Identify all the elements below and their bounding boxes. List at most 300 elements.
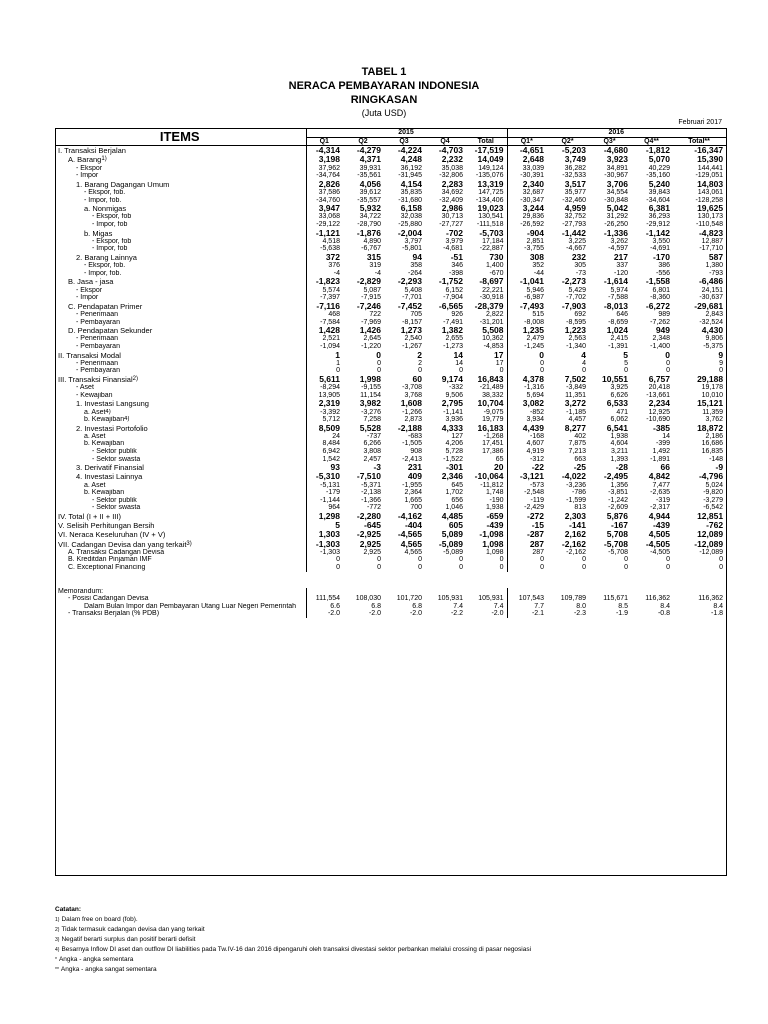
value-cell: -1,599 [566, 496, 587, 504]
value-cell: -772 [366, 504, 381, 512]
row-label [55, 335, 306, 343]
value-cell: 10,362 [466, 335, 507, 343]
value-cell: 29,188 [697, 374, 724, 384]
value-cell: 19,023 [466, 204, 507, 213]
value-cell: 1,024 [606, 326, 629, 336]
table-row [55, 155, 726, 164]
value-cell: 18,872 [697, 423, 724, 433]
value-cell: 2,925 [359, 539, 381, 549]
footnotes [55, 905, 531, 975]
value-cell: -8,360 [650, 294, 671, 302]
value-cell: 2,303 [564, 512, 587, 522]
value-cell: 0 [719, 367, 724, 375]
row-label [55, 180, 306, 189]
table-row [55, 294, 726, 302]
col-header: Q4 [425, 137, 466, 146]
row-label-text: VI. Neraca Keseluruhan (IV + V) [58, 530, 166, 540]
value-cell: 4 [581, 350, 587, 360]
value-cell: -7,246 [356, 301, 381, 311]
value-cell: -2,829 [356, 277, 381, 287]
value-cell: 107,543 [518, 595, 545, 603]
value-cell: -2,609 [608, 504, 629, 512]
value-cell: 4,154 [400, 179, 422, 189]
value-cell: 33,039 [522, 164, 545, 172]
row-label-text: - Ekspor, fob. [84, 188, 126, 196]
value-cell: 20,418 [648, 384, 671, 392]
value-cell: 287 [532, 548, 545, 556]
value-cell: -10,064 [466, 472, 507, 481]
value-cell: -4,680 [603, 145, 629, 156]
footnote-marker: 3) [55, 937, 60, 943]
value-cell: 14 [662, 432, 671, 440]
value-cell: 0 [719, 564, 724, 572]
value-cell: 305 [574, 262, 587, 270]
value-cell [547, 588, 589, 596]
table-row [55, 572, 726, 580]
value-cell: -7,493 [519, 301, 545, 311]
table-row [55, 580, 726, 588]
value-cell: 3,808 [363, 448, 381, 456]
row-label [55, 384, 306, 392]
row-label [55, 277, 306, 286]
value-cell: 4,056 [359, 179, 381, 189]
value-cell: 0 [540, 367, 545, 375]
value-cell: 14 [453, 350, 463, 360]
value-cell: 8.4 [660, 602, 671, 610]
value-cell: -4 [333, 269, 340, 277]
value-cell: -4,224 [397, 145, 422, 156]
value-cell: -1,094 [320, 342, 340, 350]
value-cell: -2.0 [409, 610, 422, 618]
row-label [55, 343, 306, 351]
row-label [55, 540, 306, 549]
value-cell: -12,089 [694, 539, 724, 549]
footnote-marker: 1) [55, 917, 60, 923]
row-label [55, 610, 306, 618]
value-cell: -4,505 [650, 548, 671, 556]
value-cell: -30,848 [604, 196, 629, 204]
value-cell: 115,671 [603, 595, 629, 603]
value-cell: 1,702 [445, 489, 463, 497]
value-cell: -2.2 [450, 610, 463, 618]
value-cell: -1,955 [402, 481, 422, 489]
value-cell: -4,681 [443, 245, 463, 253]
spacer-cell [55, 572, 726, 580]
value-cell: 17,386 [466, 448, 507, 456]
table-row [55, 497, 726, 505]
table-row [55, 504, 726, 512]
value-cell: 1,665 [404, 496, 422, 504]
row-label-text: - Kewajiban [76, 391, 113, 399]
value-cell: -683 [407, 432, 422, 440]
value-cell: -8,013 [603, 301, 629, 311]
value-cell: -4,823 [698, 228, 724, 238]
value-cell: 34,554 [606, 188, 629, 196]
value-cell: -1,340 [566, 342, 587, 350]
value-cell: -4,279 [356, 145, 381, 156]
value-cell: 37,586 [318, 188, 340, 196]
row-label [55, 155, 306, 164]
table-row [55, 221, 726, 229]
value-cell: 3,934 [526, 416, 545, 424]
table-row [55, 463, 726, 472]
value-cell: 9 [719, 359, 724, 367]
value-cell: 36,192 [400, 164, 422, 172]
row-label-text: Memorandum: [58, 587, 104, 595]
value-cell: 4,206 [445, 440, 463, 448]
value-cell: -556 [656, 269, 671, 277]
value-cell: 2,457 [363, 455, 381, 463]
value-cell: -5,310 [315, 472, 340, 482]
value-cell: 1,098 [466, 549, 507, 557]
value-cell: 94 [412, 252, 422, 262]
value-cell: 29,836 [522, 213, 545, 221]
value-cell: -3,121 [519, 472, 545, 482]
row-label-text: - Impor, fob. [84, 196, 122, 204]
row-label-text: - Posisi Cadangan Devisa [68, 595, 149, 603]
value-cell: -2,004 [397, 228, 422, 238]
value-cell: -3,392 [320, 408, 340, 416]
value-cell: 4,430 [701, 326, 724, 336]
value-cell: -29,912 [646, 220, 671, 228]
footnote-marker: 4) [124, 416, 130, 423]
value-cell: 3,768 [404, 391, 422, 399]
row-label-text: - Impor, fob [92, 245, 128, 253]
footnote-marker: 2) [132, 375, 138, 382]
value-cell: -6,542 [703, 504, 724, 512]
value-cell: -7,903 [561, 301, 587, 311]
value-cell: 13,905 [318, 391, 340, 399]
value-cell [673, 588, 726, 596]
value-cell: 7.4 [466, 603, 507, 611]
table-row [55, 448, 726, 456]
value-cell: 2,655 [445, 335, 463, 343]
row-label [55, 556, 306, 564]
value-cell: -34,764 [316, 172, 340, 180]
value-cell: -135,076 [466, 172, 507, 180]
value-cell: 1,938 [466, 504, 507, 512]
value-cell: 2,479 [526, 335, 545, 343]
value-cell: -26,250 [604, 220, 629, 228]
table-row [55, 189, 726, 197]
row-label-text: b. Kewajiban [84, 416, 125, 424]
value-cell: 0 [624, 556, 629, 564]
value-cell: 108,030 [355, 595, 381, 603]
value-cell: 34,692 [441, 188, 463, 196]
value-cell: -4,314 [315, 145, 340, 156]
value-cell: 1,428 [318, 326, 340, 336]
value-cell: -7,510 [356, 472, 381, 482]
value-cell: -190 [466, 497, 507, 505]
value-cell: -1,041 [519, 277, 545, 287]
row-label [55, 172, 306, 180]
row-label [55, 416, 306, 424]
value-cell: -21,489 [466, 384, 507, 392]
value-cell: -7,397 [320, 294, 340, 302]
value-cell: 730 [466, 253, 507, 262]
value-cell: -32,524 [699, 318, 724, 326]
value-cell: -1,400 [650, 342, 671, 350]
value-cell: 5,574 [322, 286, 340, 294]
value-cell: -1,245 [524, 342, 545, 350]
table-row [55, 335, 726, 343]
value-cell: -6,565 [438, 301, 463, 311]
value-cell: -852 [530, 408, 545, 416]
value-cell: -1,144 [320, 496, 340, 504]
value-cell: -786 [572, 489, 587, 497]
value-cell: 0 [336, 564, 340, 572]
value-cell: 8,277 [564, 423, 587, 433]
footnote-text: Besarnya Inflow DI aset dan outflow DI liabilities pada Tw.IV-16 dan 2016 dipengaruhi oleh transaksi divestasi sektor perbankan melalui crossing di pasar negosiasi [61, 946, 532, 953]
table-row [55, 595, 726, 603]
value-cell: -1,391 [608, 342, 629, 350]
value-cell [631, 588, 673, 596]
row-label-text: III. Transaksi Finansial [58, 374, 133, 384]
value-cell: 111,554 [315, 595, 340, 603]
value-cell: 22,221 [466, 287, 507, 295]
value-cell: 8,509 [318, 423, 340, 433]
table-row [55, 556, 726, 564]
value-cell: -2,162 [566, 548, 587, 556]
value-cell: -659 [466, 512, 507, 521]
row-label-text: - Penerimaan [76, 359, 119, 367]
value-cell: -7,969 [361, 318, 381, 326]
table-row [55, 245, 726, 253]
value-cell: -32,409 [439, 196, 463, 204]
value-cell: 0 [666, 367, 671, 375]
spacer-cell [55, 580, 726, 588]
value-cell: -28,790 [357, 220, 381, 228]
value-cell: -7,588 [608, 294, 629, 302]
row-label-text: - Ekspor, fob. [84, 262, 126, 270]
table-row [55, 311, 726, 319]
value-cell: 2 [417, 350, 422, 360]
value-cell: -2,280 [356, 512, 381, 522]
value-cell: 16,686 [701, 440, 724, 448]
row-label-text: - Ekspor, fob [92, 237, 132, 245]
table-row [55, 416, 726, 424]
value-cell: -7,452 [397, 301, 422, 311]
table-row [55, 512, 726, 521]
col-header: Q4** [631, 137, 673, 146]
value-cell: -4,162 [397, 512, 422, 522]
value-cell: 0 [539, 350, 545, 360]
value-cell: -22 [531, 463, 545, 473]
table-row [55, 489, 726, 497]
footnote-marker: 3) [186, 540, 192, 547]
row-label [55, 564, 306, 572]
row-label-text: - Pembayaran [76, 367, 120, 375]
value-cell: 15,121 [697, 399, 724, 409]
value-cell: -7,491 [443, 318, 463, 326]
year-header-2015: 2015 [306, 129, 507, 138]
row-label-text: - Sektor publik [92, 448, 137, 456]
value-cell: -1,303 [315, 539, 340, 549]
value-cell: -7,702 [566, 294, 587, 302]
value-cell: -0.8 [657, 610, 671, 618]
value-cell: -1,366 [361, 496, 381, 504]
value-cell: -15 [531, 521, 545, 531]
row-label-text: Dalam Bulan Impor dan Pembayaran Utang Luar Negeri Pemerintah [84, 602, 297, 610]
row-label [55, 238, 306, 246]
value-cell: -28,379 [466, 302, 507, 311]
value-cell: 471 [616, 408, 629, 416]
value-cell: 5,876 [606, 512, 629, 522]
value-cell: 4,439 [522, 423, 545, 433]
table-row [55, 549, 726, 557]
value-cell: 656 [451, 496, 463, 504]
value-cell: 989 [658, 310, 671, 318]
value-cell: 6,152 [445, 286, 463, 294]
row-label [55, 549, 306, 557]
value-cell: 3,797 [404, 237, 422, 245]
value-cell: 130,173 [697, 213, 724, 221]
value-cell: 19,779 [466, 416, 507, 424]
table-row [55, 409, 726, 417]
value-cell [343, 588, 384, 596]
value-cell: -2,188 [397, 423, 422, 433]
row-label-text: 1. Investasi Langsung [76, 399, 149, 409]
value-cell: -8,697 [466, 277, 507, 286]
value-cell: 700 [410, 504, 422, 512]
value-cell: -7,116 [316, 301, 340, 311]
row-label-text: - Penerimaan [76, 310, 119, 318]
value-cell: 0 [459, 556, 463, 564]
value-cell: -2.3 [573, 610, 587, 618]
row-label-text: - Impor, fob. [84, 269, 122, 277]
value-cell: 30,713 [441, 213, 463, 221]
value-cell: 1,273 [400, 326, 422, 336]
value-cell: 376 [328, 262, 340, 270]
row-label-text: - Pembayaran [76, 318, 120, 326]
value-cell: 34,722 [359, 213, 381, 221]
value-cell: 149,124 [466, 165, 507, 173]
value-cell: 2,648 [522, 155, 545, 165]
value-cell: -119 [530, 496, 545, 504]
value-cell: -1,891 [650, 455, 671, 463]
value-cell: -1,752 [438, 277, 463, 287]
row-label [55, 603, 306, 611]
row-label [55, 302, 306, 311]
table-row [55, 326, 726, 335]
value-cell: 3,982 [359, 399, 381, 409]
value-cell: 6,533 [606, 399, 629, 409]
footnote-item [55, 965, 531, 975]
value-cell: 2,843 [705, 310, 724, 318]
value-cell: 37,962 [318, 164, 340, 172]
value-cell: 5,932 [359, 204, 381, 214]
value-cell: 722 [369, 310, 381, 318]
value-cell: 0 [665, 350, 671, 360]
row-label-text: - Sektor swasta [92, 455, 141, 463]
value-cell: -4 [374, 269, 381, 277]
footnote-item [55, 915, 531, 925]
value-cell: -1,876 [356, 228, 381, 238]
col-header: Q3* [589, 137, 631, 146]
value-cell: 6,266 [363, 440, 381, 448]
value-cell: 5,042 [606, 204, 629, 214]
value-cell: 31,292 [606, 213, 629, 221]
value-cell: 1,492 [652, 448, 671, 456]
value-cell: -264 [407, 269, 422, 277]
value-cell: 402 [574, 432, 587, 440]
value-cell: 5 [335, 521, 340, 531]
value-cell: -35,160 [646, 172, 671, 180]
value-cell: 5,070 [648, 155, 671, 165]
value-cell: 13,319 [466, 180, 507, 189]
value-cell: 1,748 [466, 489, 507, 497]
value-cell: -5,375 [703, 342, 724, 350]
table-row [55, 610, 726, 618]
value-cell: -793 [709, 269, 724, 277]
value-cell: -7,701 [402, 294, 422, 302]
value-cell: -5,203 [561, 145, 587, 156]
row-label [55, 326, 306, 335]
value-cell: -439 [466, 521, 507, 530]
value-cell: 4,604 [610, 440, 629, 448]
value-cell: 2 [418, 359, 422, 367]
value-cell: -9,075 [466, 409, 507, 417]
value-cell: 645 [451, 481, 463, 489]
value-cell: -2.1 [531, 610, 545, 618]
value-cell: 4,371 [359, 155, 381, 165]
value-cell: 7.7 [534, 602, 545, 610]
table-row [55, 521, 726, 530]
value-cell: 2,986 [441, 204, 463, 214]
value-cell: -2,548 [524, 489, 545, 497]
value-cell: 6,062 [610, 416, 629, 424]
value-cell: 0 [336, 367, 340, 375]
row-label [55, 489, 306, 497]
row-label-text: II. Transaksi Modal [58, 350, 121, 360]
value-cell: 0 [466, 564, 507, 572]
value-cell: 587 [708, 252, 724, 262]
value-cell: -1,121 [315, 228, 340, 238]
value-cell: -2,317 [650, 504, 671, 512]
value-cell: -128,258 [695, 196, 724, 204]
row-label-text: 2. Investasi Portofolio [76, 423, 148, 433]
value-cell: -4,691 [650, 245, 671, 253]
row-label [55, 424, 306, 433]
value-cell: 2,232 [441, 155, 463, 165]
value-cell: 39,612 [359, 188, 381, 196]
value-cell: 19,178 [701, 384, 724, 392]
table-row [55, 165, 726, 173]
col-header: Total** [673, 137, 726, 146]
value-cell: 9,174 [441, 374, 463, 384]
row-label-text: B. Jasa - jasa [68, 277, 114, 287]
value-cell: 12,089 [697, 530, 724, 540]
row-label-text: VII. Cadangan Devisa dan yang terkait [58, 539, 187, 549]
value-cell: 10,010 [701, 391, 724, 399]
value-cell: -25 [573, 463, 587, 473]
value-cell: 0 [666, 564, 671, 572]
value-cell: -28 [615, 463, 629, 473]
footnote-text: Negatif berarti surplus dan positif berarti defisit [61, 936, 196, 943]
value-cell: 4,890 [363, 237, 381, 245]
value-cell: -17,710 [699, 245, 724, 253]
value-cell: -8,659 [608, 318, 629, 326]
value-cell: -16,347 [694, 145, 724, 156]
value-cell: 9 [718, 350, 724, 360]
value-cell: -1.9 [615, 610, 629, 618]
value-cell: -404 [404, 521, 422, 531]
footnote-marker: ** [55, 967, 59, 973]
balance-of-payments-table [55, 128, 726, 618]
table-row [55, 603, 726, 611]
value-cell: 1,938 [610, 432, 629, 440]
row-label-text: 1. Barang Dagangan Umum [76, 179, 170, 189]
